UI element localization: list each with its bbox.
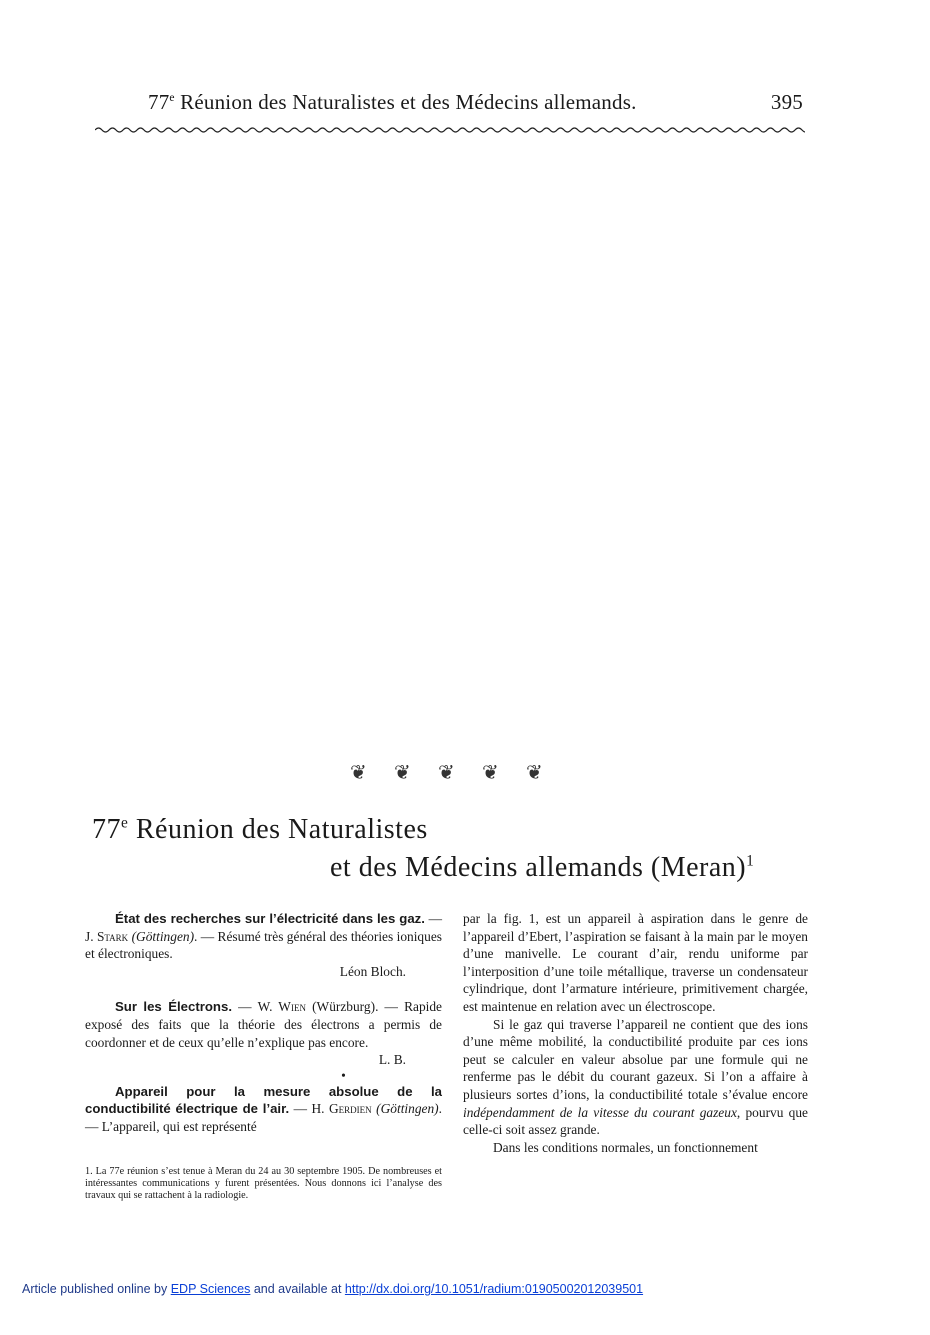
fleuron-ornament-icon: ❦	[526, 762, 543, 784]
title-footnote-mark: 1	[746, 852, 755, 870]
entry-title: Appareil pour la mesure absolue de la conductibilité électrique de l’air.	[85, 1083, 442, 1117]
signature: Léon Bloch.	[339, 963, 406, 979]
entry-gerdien: Appareil pour la mesure absolue de la conductibilité électrique de l’air. — H. Gerdien (Göttingen). — L’appareil, qui est représenté	[85, 1083, 442, 1134]
right-column	[463, 910, 808, 1156]
author-name: H. Gerdien	[311, 1101, 372, 1117]
entry-title: Sur les Électrons.	[115, 999, 232, 1015]
emphasis: indépendamment de la vitesse du courant gazeux	[463, 1104, 737, 1120]
entry-wien: Sur les Électrons. — W. Wien (Würzburg). — Rapide exposé des faits que la théorie des électrons a permis de coordonner et de ceux qu’elle n’explique pas encore.	[85, 999, 442, 1050]
footnote: 1. La 77e réunion s’est tenue à Meran du 24 au 30 septembre 1905. De nombreuses et intéressantes communications y furent présentées. Nous donnons ici l’analyse des travaux qui se rattachent à la radiologie.	[85, 1166, 442, 1201]
paragraph: Dans les conditions normales, un fonctionnement	[493, 1139, 758, 1155]
author-place: (Würzburg)	[312, 999, 376, 1015]
article-title-line-2: et des Médecins allemands (Meran)$^1$	[330, 852, 755, 883]
running-head	[148, 90, 803, 115]
ornament-row	[350, 760, 570, 784]
signature: L. B.	[378, 1052, 406, 1068]
page-number: 395	[770, 90, 803, 114]
paragraph: Si le gaz qui traverse l’appareil ne contient que des ions d’une même mobilité, la conductibilité produite par ces ions peut se calculer en valeur absolue par une formule qui ne renferme pas le débit du courant gazeux. Si l’on a affaire à plusieurs sortes d’ions, la conductibilité totale s’évalue encore indépendamment de la vitesse du courant gazeux, pourvu que celle-ci soit assez grande.	[463, 1016, 808, 1138]
entry-stark: État des recherches sur l’électricité dans les gaz. — J. Stark (Göttingen). — Résumé très général des théories ioniques et électroniques.	[85, 911, 442, 962]
publication-credit: Article published online by EDP Sciences and available at http://dx.doi.org/10.1051/radium:01905002012039501	[22, 1282, 644, 1296]
publisher-link[interactable]: EDP Sciences	[170, 1282, 251, 1296]
author-place: (Göttingen)	[131, 928, 195, 944]
entry-title: État des recherches sur l’électricité dans les gaz.	[115, 911, 425, 926]
article-title-line-1: 77e Réunion des Naturalistes	[92, 814, 428, 845]
wavy-rule-divider	[95, 124, 805, 136]
fleuron-ornament-icon: ❦	[394, 762, 411, 784]
author-name: W. Wien	[257, 999, 306, 1015]
fleuron-ornament-icon: ❦	[350, 762, 367, 784]
left-column	[85, 910, 442, 1136]
fleuron-ornament-icon: ❦	[482, 762, 499, 784]
fleuron-ornament-icon: ❦	[438, 762, 455, 784]
author-place: (Göttingen)	[376, 1101, 439, 1117]
running-head-title: 77e Réunion des Naturalistes et des Médecins allemands.	[148, 90, 637, 114]
author-name: J. Stark	[85, 928, 129, 944]
doi-link[interactable]: http://dx.doi.org/10.1051/radium:01905002012039501	[344, 1282, 644, 1296]
separator-dot: •	[341, 1067, 346, 1083]
paragraph: par la fig. 1, est un appareil à aspiration dans le genre de l’appareil d’Ebert, l’aspiration se faisant à la main par le moyen d’une manivelle. Le courant d’air, rendu uniforme par l’interposition d’une toile métallique, traverse un condensateur cylindrique, dont l’armature intérieure, primitivement chargée, est maintenue en relation avec un électroscope.	[463, 911, 808, 1014]
